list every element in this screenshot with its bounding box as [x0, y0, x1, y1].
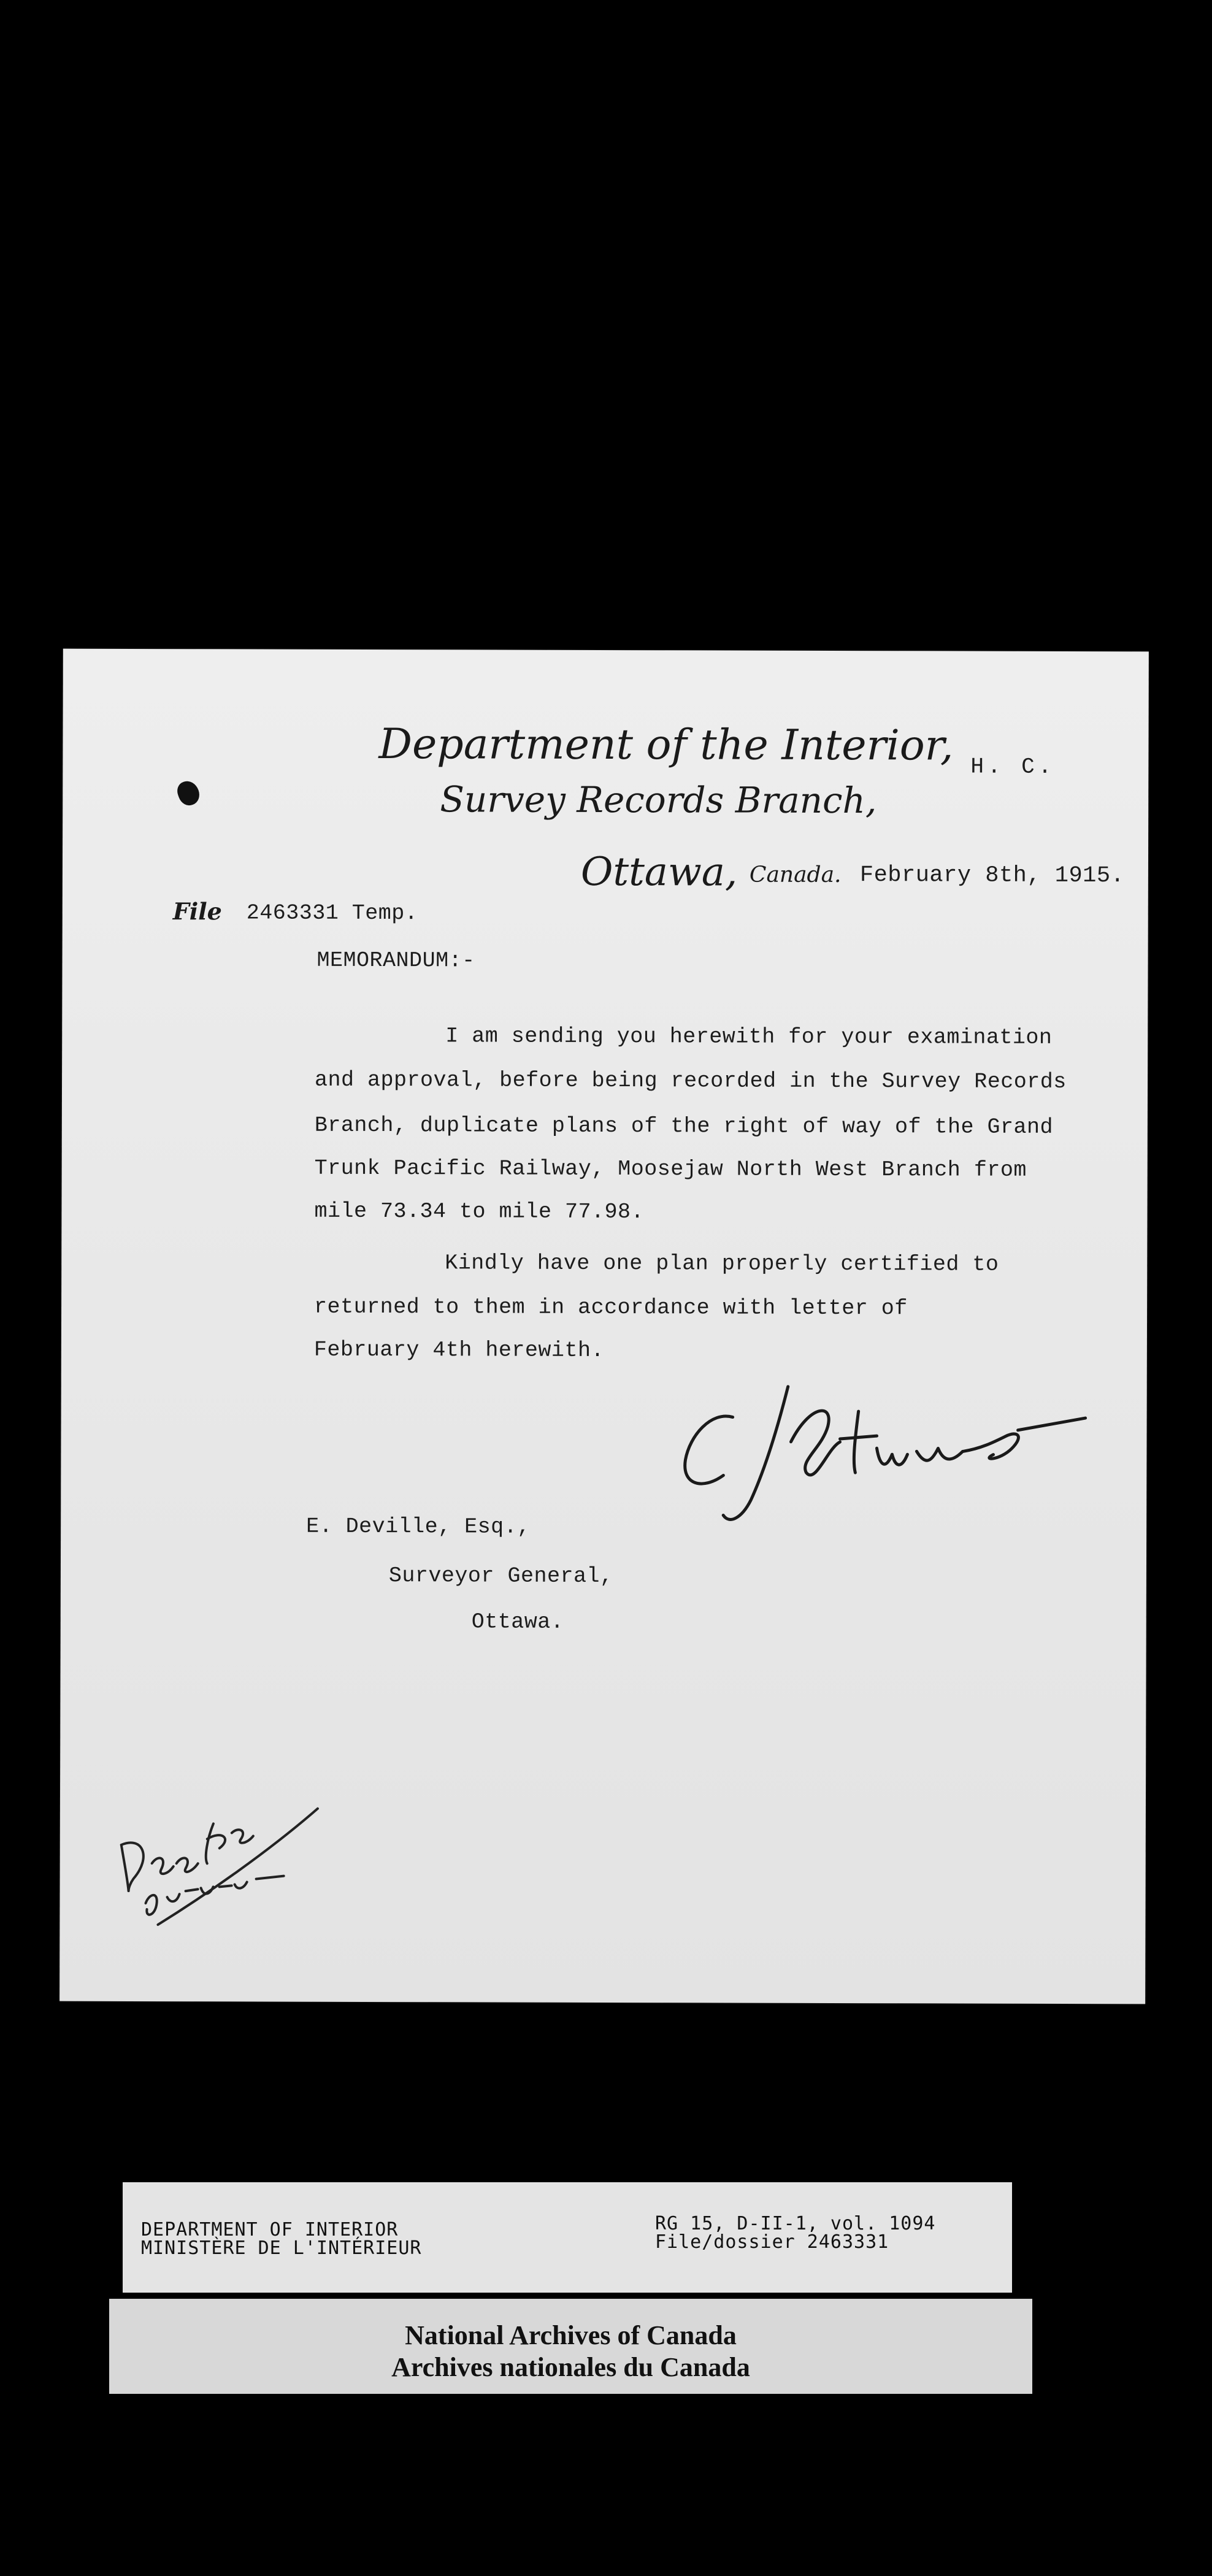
archive-reference-label [123, 2182, 1012, 2293]
archive-department-en: DEPARTMENT OF INTERIOR [141, 2219, 399, 2241]
letterhead-department: Department of the Interior, [378, 720, 954, 770]
body-line: Branch, duplicate plans of the right of way of the Grand [314, 1113, 1054, 1140]
initials: H. C. [970, 754, 1056, 780]
addressee-title: Surveyor General, [388, 1563, 613, 1589]
national-archives-banner [109, 2299, 1032, 2394]
body-line: and approval, before being recorded in the Survey Records [314, 1067, 1067, 1094]
letterhead-branch: Survey Records Branch, [440, 778, 877, 822]
punch-hole [174, 778, 202, 808]
letter-date: February 8th, 1915. [859, 862, 1125, 889]
addressee-name: E. Deville, Esq., [306, 1514, 531, 1539]
file-number: 2463331 Temp. [246, 900, 418, 926]
archives-name-fr: Archives nationales du Canada [391, 2352, 750, 2382]
memo-heading: MEMORANDUM:- [316, 948, 475, 973]
file-label: File [172, 897, 222, 926]
body-line: returned to them in accordance with letter of [314, 1294, 908, 1321]
letterhead-country: Canada. [749, 862, 842, 888]
letterhead-city: Ottawa, [580, 849, 738, 895]
archive-department-fr: MINISTÈRE DE L'INTÉRIEUR [141, 2237, 422, 2259]
letter-page [59, 649, 1149, 2004]
archive-reference: RG 15, D-II-1, vol. 1094 [655, 2213, 936, 2234]
signature [674, 1368, 1092, 1553]
body-line: Kindly have one plan properly certified to [445, 1251, 999, 1277]
archives-name-en: National Archives of Canada [405, 2320, 737, 2350]
body-line: I am sending you herewith for your examination [445, 1024, 1053, 1050]
archive-file-dossier: File/dossier 2463331 [655, 2231, 889, 2253]
handwritten-margin-note [109, 1771, 330, 1956]
body-line: Trunk Pacific Railway, Moosejaw North West Branch from [314, 1156, 1027, 1183]
addressee-city: Ottawa. [471, 1609, 564, 1635]
body-line: mile 73.34 to mile 77.98. [314, 1198, 645, 1225]
body-line: February 4th herewith. [313, 1337, 605, 1363]
